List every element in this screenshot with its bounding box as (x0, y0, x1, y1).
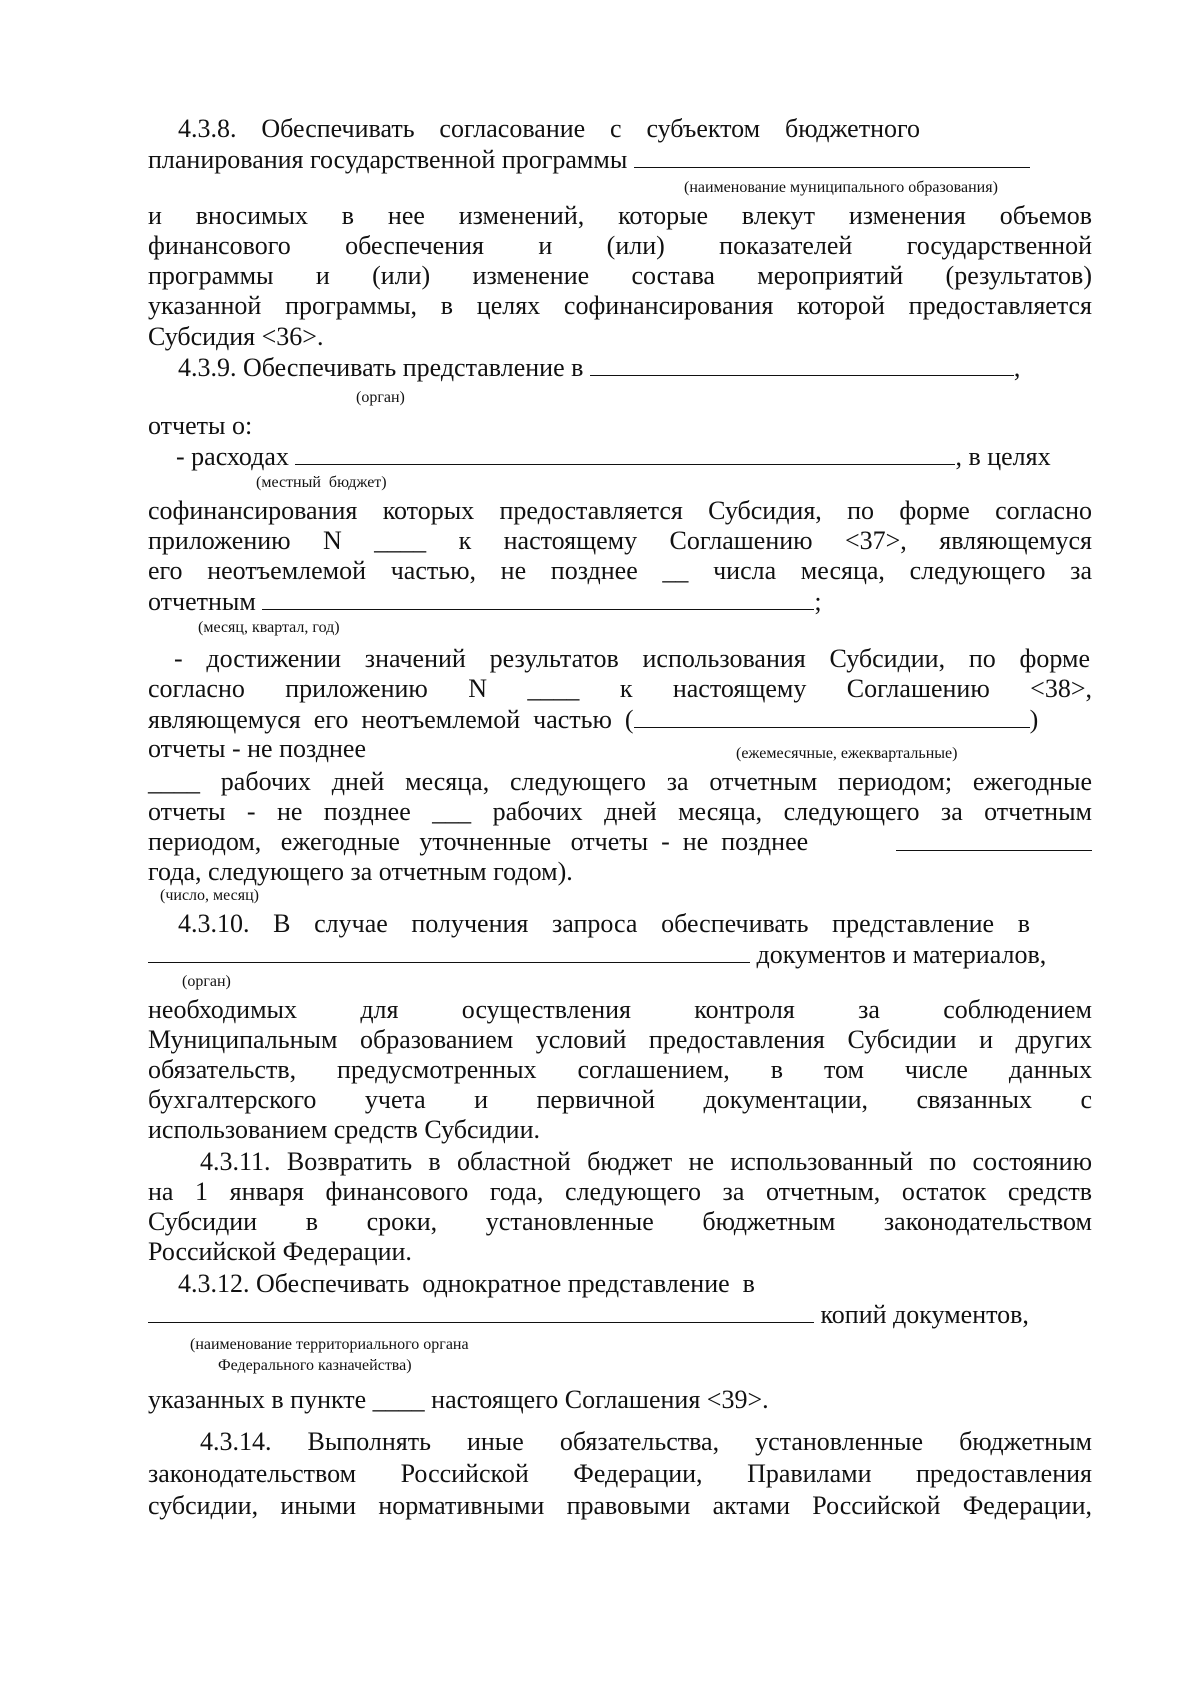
p4312-line1: 4.3.12. Обеспечивать однократное представление в (178, 1269, 755, 1298)
caption-organ: (орган) (356, 389, 405, 406)
p4312-line3: указанных в пункте ____ настоящего Соглашения <39>. (148, 1385, 769, 1414)
p439-line7: - достижении значений результатов использования Субсидии, по форме (174, 644, 1090, 673)
p4310-line1: 4.3.10. В случае получения запроса обеспечивать представление в (178, 909, 1030, 938)
p439-line8: согласно приложению N ____ к настоящему Соглашению <38>, (148, 674, 1092, 703)
organ-blank-2 (148, 938, 750, 963)
p4310-line3: необходимых для осуществления контроля за соблюдением (148, 995, 1092, 1024)
p438-line2: планирования государственной программы (148, 143, 1092, 176)
p4311-line2: на 1 января финансового года, следующего за отчетным, остаток средств (148, 1177, 1092, 1206)
p438-line6: указанной программы, в целях софинансирования которой предоставляется (148, 291, 1092, 320)
p4310-line2: документов и материалов, (148, 938, 1092, 971)
caption-municipality: (наименование муниципального образования) (684, 179, 998, 196)
p439-line6: отчетным ; (148, 587, 822, 616)
p439-line5: его неотъемлемой частью, не позднее __ числа месяца, следующего за (148, 556, 1092, 585)
p438-line4: финансового обеспечения и (или) показателей государственной (148, 231, 1092, 260)
p438-line1: 4.3.8. Обеспечивать согласование с субъектом бюджетного (178, 114, 920, 143)
date-blank (896, 826, 1092, 851)
caption-treasury-1: (наименование территориального органа (190, 1336, 469, 1353)
p4311-line1: 4.3.11. Возвратить в областной бюджет не использованный по состоянию (200, 1147, 1092, 1176)
p4311-line4: Российской Федерации. (148, 1237, 412, 1266)
p439-line11: ____ рабочих дней месяца, следующего за отчетным периодом; ежегодные (148, 767, 1092, 796)
p439-line3: софинансирования которых предоставляется Субсидия, по форме согласно (148, 496, 1092, 525)
p4310-line5: обязательств, предусмотренных соглашением, в том числе данных (148, 1055, 1092, 1084)
p438-line5: программы и (или) изменение состава мероприятий (результатов) (148, 261, 1092, 290)
p438-line3: и вносимых в нее изменений, которые влекут изменения объемов (148, 201, 1092, 230)
caption-period: (месяц, квартал, год) (198, 619, 340, 636)
p4314-line1: 4.3.14. Выполнять иные обязательства, установленные бюджетным (200, 1427, 1092, 1456)
organ-blank (590, 351, 1014, 376)
program-blank (634, 143, 1030, 168)
p438-line7: Субсидия <36>. (148, 322, 324, 351)
p439-line12: отчеты - не позднее ___ рабочих дней месяца, следующего за отчетным (148, 797, 1092, 826)
p439-line14: года, следующего за отчетным годом). (148, 857, 573, 886)
caption-frequency: (ежемесячные, ежеквартальные) (736, 745, 958, 762)
p439-rashody: - расходах , в целях (176, 442, 1051, 471)
p439-line1: 4.3.9. Обеспечивать представление в , (178, 353, 1021, 382)
p4310-line7: использованием средств Субсидии. (148, 1115, 541, 1144)
p4310-line6: бухгалтерского учета и первичной документации, связанных с (148, 1085, 1092, 1114)
p4314-line3: субсидии, иными нормативными правовыми актами Российской Федерации, (148, 1491, 1092, 1520)
frequency-blank (634, 703, 1030, 728)
p439-line9: являющемуся его неотъемлемой частью ( ) (148, 705, 1039, 734)
p4311-line3: Субсидии в сроки, установленные бюджетным законодательством (148, 1207, 1092, 1236)
p4314-line2: законодательством Российской Федерации, Правилами предоставления (148, 1459, 1092, 1488)
caption-organ-2: (орган) (182, 973, 231, 990)
caption-treasury-2: Федерального казначейства) (218, 1357, 412, 1374)
budget-blank (295, 440, 955, 465)
p4310-line4: Муниципальным образованием условий предоставления Субсидии и других (148, 1025, 1092, 1054)
p4312-line2: копий документов, (148, 1298, 1092, 1331)
p439-line13: периодом, ежегодные уточненные отчеты - не позднее (148, 826, 1092, 858)
period-blank (262, 585, 814, 610)
p439-line10: отчеты - не позднее (148, 734, 367, 763)
treasury-blank (148, 1298, 814, 1323)
p439-line2: отчеты о: (148, 411, 253, 440)
caption-date: (число, месяц) (160, 887, 259, 904)
p439-line4: приложению N ____ к настоящему Соглашению <37>, являющемуся (148, 526, 1092, 555)
caption-budget: (местный бюджет) (256, 474, 387, 491)
